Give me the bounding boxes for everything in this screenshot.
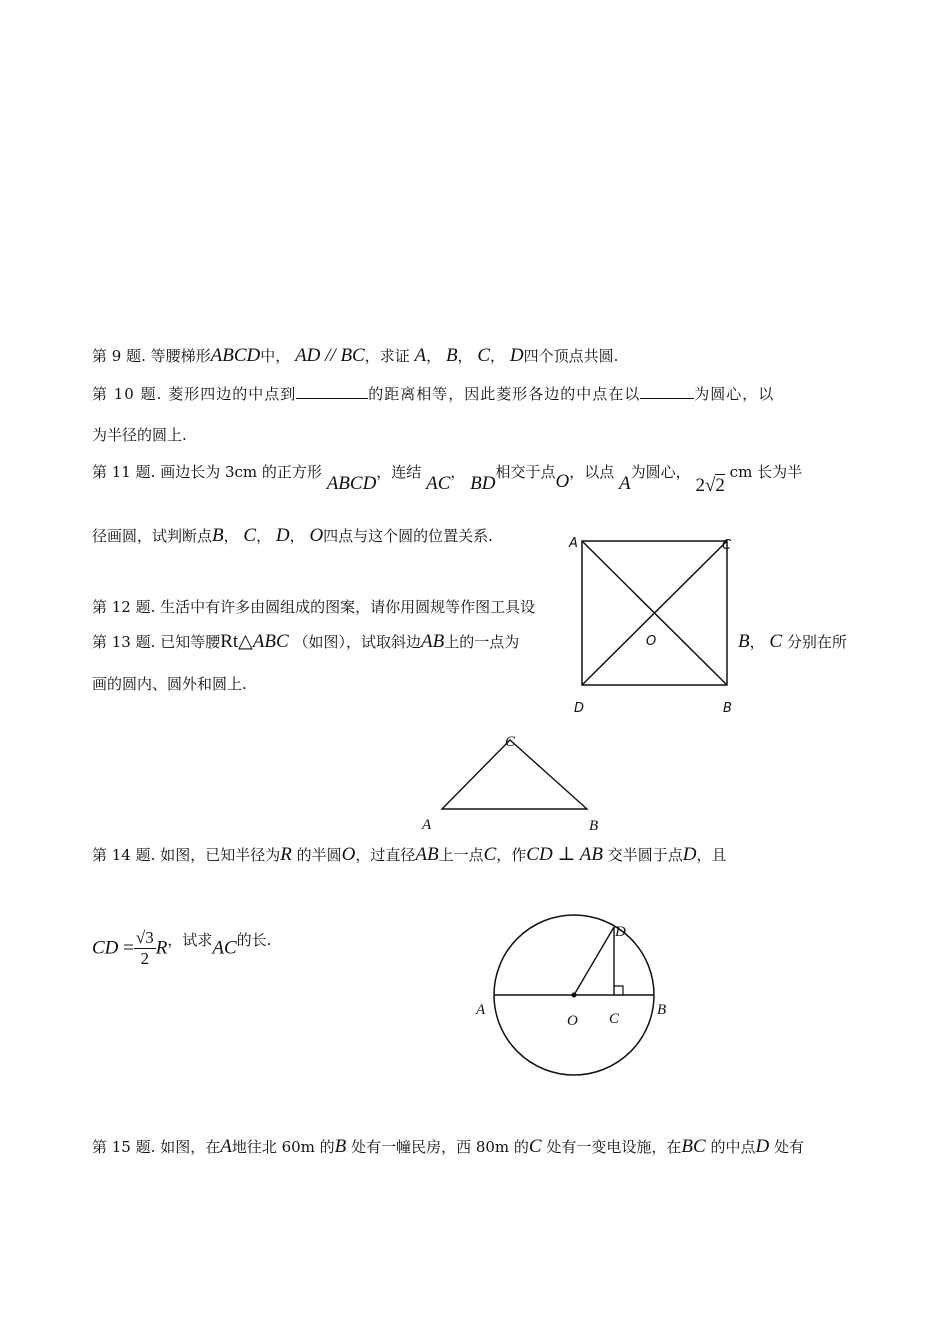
q9-text-4: 四个顶点共圆. (523, 347, 619, 365)
q14-text-9: 的长. (236, 931, 272, 949)
q11-line-2-text-1: 径画圆，试判断点 (92, 527, 213, 545)
q9-abcd: ABCD (210, 345, 261, 366)
q13-abc: ABC (252, 631, 289, 652)
q14-text-3: ，过直径 (355, 846, 416, 864)
q11-sep: ， (450, 463, 466, 481)
q14-r-2: R (155, 937, 168, 959)
q15-text-2: 地往北 60m 的 (231, 1138, 335, 1156)
q13-rt: Rt (220, 631, 239, 652)
q14-number: 第 14 题. (92, 846, 156, 864)
q9-point-b: B (445, 345, 458, 366)
square-label-c: C (722, 538, 732, 553)
q9-sep: ， (426, 347, 442, 365)
circle-label-b: B (657, 1002, 667, 1018)
q13-line-2: 画的圆内、圆外和圆上. (92, 675, 247, 693)
q13-point-c: C (769, 631, 783, 652)
circle-label-a: A (476, 1002, 486, 1018)
q11-point-c: C (243, 525, 257, 546)
sqrt-icon: √ (704, 475, 716, 496)
q14-text-8: ，试求 (167, 931, 213, 949)
q14-o: O (341, 844, 356, 865)
q13-sep: ， (749, 633, 765, 651)
q14-c: C (483, 844, 497, 865)
q11-point-a: A (619, 473, 631, 494)
q12-text: 第 12 题. 生活中有许多由圆组成的图案，请你用圆规等作图工具设 (92, 598, 536, 616)
question-15 (92, 1137, 804, 1157)
q9-ad-parallel-bc: AD // BC (295, 345, 365, 366)
q15-text-5: 的中点 (710, 1138, 756, 1156)
triangle-label-c: C (505, 734, 516, 750)
circle-label-c: C (609, 1011, 620, 1027)
q15-a: A (220, 1136, 232, 1157)
q14-ac: AC (212, 937, 237, 959)
q9-text-2: 中， (260, 347, 291, 365)
q13-text-1: 已知等腰 (160, 633, 221, 651)
circle-figure (470, 910, 680, 1080)
q9-point-a: A (414, 345, 427, 366)
q9-point-c: C (477, 345, 491, 366)
question-10 (92, 384, 774, 404)
question-9 (92, 346, 618, 366)
q9-sep: ， (490, 347, 506, 365)
question-13 (92, 632, 519, 652)
q11-line-2-text-2: 四点与这个圆的位置关系. (323, 527, 493, 545)
q14-fraction (134, 928, 156, 969)
question-12 (92, 597, 535, 617)
q11-text-4: ，以点 (569, 463, 615, 481)
q14-text-1: 如图，已知半径为 (160, 846, 281, 864)
q11-sep: ， (289, 527, 305, 545)
radius-od (574, 927, 614, 995)
q15-d: D (755, 1136, 770, 1157)
q13-text-4: 分别在所 (786, 633, 847, 651)
question-13-line-2 (92, 674, 247, 694)
q9-point-d: D (509, 345, 524, 366)
q11-radius (695, 475, 724, 496)
q15-text-6: 处有 (774, 1138, 805, 1156)
q11-text-3: 相交于点 (495, 463, 556, 481)
q13-text-2: （如图），试取斜边 (293, 633, 421, 651)
q11-point-b: B (212, 525, 224, 546)
q15-bc: BC (681, 1136, 706, 1157)
q9-text-3: ，求证 (364, 347, 410, 365)
q9-sep: ， (457, 347, 473, 365)
square-figure (560, 530, 750, 720)
q13-number: 第 13 题. (92, 633, 156, 651)
q9-text-1: 等腰梯形 (150, 347, 211, 365)
right-angle-mark (614, 986, 623, 995)
question-11-line-2 (92, 526, 493, 546)
q13-text-3: 上的一点为 (444, 633, 520, 651)
triangle-label-a: A (422, 817, 432, 832)
q13-triangle-symbol: △ (238, 631, 253, 652)
q15-text-3: 处有一幢民房，西 80m 的 (351, 1138, 529, 1156)
q14-text-7: ，且 (696, 846, 727, 864)
q14-fraction-num: √3 (135, 928, 154, 947)
q14-fraction-den: 2 (140, 949, 150, 968)
q13-point-b: B (738, 631, 750, 652)
q11-text-1: 画边长为 3cm 的正方形 (160, 463, 322, 481)
q14-equals: = (118, 937, 134, 959)
q14-text-4: 上一点 (438, 846, 484, 864)
q10-blank-1[interactable] (296, 384, 368, 399)
q11-sep: ， (223, 527, 239, 545)
q11-number: 第 11 题. (92, 463, 156, 481)
q15-c: C (528, 1136, 542, 1157)
q13-ab: AB (420, 631, 445, 652)
q11-radius-coeff: 2 (695, 475, 705, 496)
center-dot (572, 993, 577, 998)
q15-text-4: 处有一变电设施，在 (546, 1138, 682, 1156)
q11-abcd: ABCD (326, 473, 377, 494)
triangle-figure (410, 732, 610, 832)
q11-text-5: 为圆心， (630, 463, 691, 481)
question-10-line-2 (92, 425, 187, 445)
q11-ac: AC (426, 473, 451, 494)
square-label-d: D (574, 701, 585, 716)
q15-number: 第 15 题. (92, 1138, 156, 1156)
q11-text-6: cm 长为半 (729, 463, 803, 481)
q10-line-2: 为半径的圆上. (92, 426, 187, 444)
q11-text-2: ，连结 (376, 463, 422, 481)
question-13-tail (738, 632, 847, 652)
q11-point-o: O (555, 471, 570, 492)
triangle-abc (442, 740, 587, 809)
question-14-line-2 (92, 928, 271, 969)
q9-number: 第 9 题. (92, 347, 146, 365)
q11-point-d: D (275, 525, 290, 546)
q10-number: 第 10 题. (92, 385, 163, 403)
square-label-a: A (569, 536, 578, 551)
circle-label-d: D (615, 924, 626, 940)
q14-d: D (682, 844, 697, 865)
square-label-b: B (723, 701, 732, 716)
circle-label-o: O (567, 1013, 578, 1029)
square-label-o: O (646, 634, 657, 649)
q11-sep: ， (256, 527, 272, 545)
q11-radius-arg: 2 (715, 475, 725, 496)
q14-cd: CD (92, 937, 119, 959)
q10-text-1: 菱形四边的中点到 (168, 385, 297, 403)
triangle-label-b: B (589, 818, 599, 832)
q11-bd: BD (470, 473, 496, 494)
q14-ab: AB (415, 844, 439, 865)
q11-point-o-2: O (309, 525, 324, 546)
q10-text-2: 的距离相等，因此菱形各边的中点在以 (368, 385, 641, 403)
q15-text-1: 如图，在 (160, 1138, 221, 1156)
question-14 (92, 845, 726, 865)
q14-text-5: ，作 (496, 846, 527, 864)
q14-text-6: 交半圆于点 (607, 846, 683, 864)
q14-r: R (280, 844, 292, 865)
question-11 (92, 462, 803, 496)
q15-b: B (334, 1136, 347, 1157)
q14-cd-perp-ab: CD ⊥ AB (526, 844, 603, 865)
q10-blank-2[interactable] (640, 384, 694, 399)
q10-text-3: 为圆心，以 (694, 385, 775, 403)
q14-text-2: 的半圆 (296, 846, 342, 864)
